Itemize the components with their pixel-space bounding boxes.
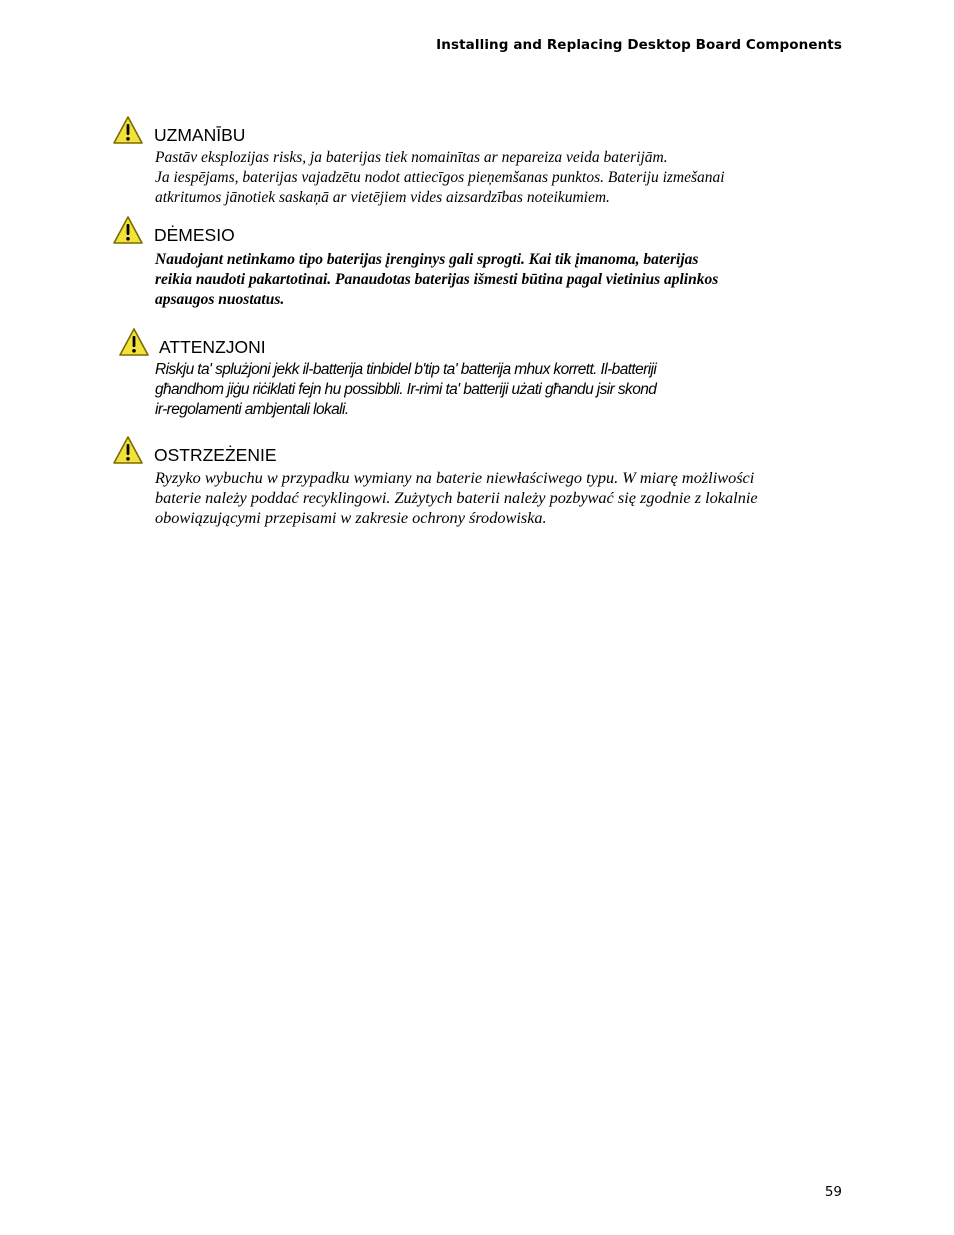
warning-title: OSTRZEŻENIE — [154, 444, 277, 465]
warning-triangle-icon — [112, 115, 144, 145]
page-number: 59 — [824, 1184, 842, 1200]
warning-text-line: obowiązującymi przepisami w zakresie ochrony środowiska. — [155, 508, 547, 527]
warning-maltese — [112, 326, 832, 420]
warning-polish — [112, 434, 832, 528]
warning-lithuanian — [112, 214, 832, 310]
warning-text-line: Ja iespējams, baterijas vajadzētu nodot attiecīgos pieņemšanas punktos. Bateriju izmešanai — [155, 169, 725, 186]
warning-text-line: Pastāv eksplozijas risks, ja baterijas tiek nomainītas ar nepareiza veida baterijām. — [155, 149, 668, 166]
warning-latvian — [112, 114, 832, 208]
warning-title: ATTENZJONI — [159, 336, 266, 357]
warning-heading — [112, 434, 832, 466]
warning-text-line: atkritumos jānotiek saskaņā ar vietējiem vides aizsardzības noteikumiem. — [155, 189, 610, 206]
running-header: Installing and Replacing Desktop Board Components — [436, 37, 842, 53]
warning-text — [155, 148, 832, 208]
warning-text — [155, 250, 832, 310]
warning-text-line: għandhom jiġu riċiklati fejn hu possibbli. Ir-rimi ta' batteriji użati għandu jsir skond — [155, 381, 657, 398]
warning-text-line: Ryzyko wybuchu w przypadku wymiany na baterie niewłaściwego typu. W miarę możliwości — [155, 468, 755, 487]
warning-title: UZMANĪBU — [154, 124, 246, 145]
warning-text-line: Naudojant netinkamo tipo baterijas įrenginys gali sprogti. Kai tik įmanoma, baterijas — [155, 251, 699, 268]
warning-text-line: baterie należy poddać recyklingowi. Zużytych baterii należy pozbywać się zgodnie z lokalnie — [155, 488, 758, 507]
warning-text — [155, 360, 832, 420]
warning-text-line: ir-regolamenti ambjentali lokali. — [155, 401, 349, 418]
warning-heading — [112, 214, 832, 246]
warning-triangle-icon — [112, 215, 144, 245]
warning-text-line: Riskju ta' splużjoni jekk il-batterija tinbidel b'tip ta' batterija mhux korrett. Il-batteriji — [155, 361, 657, 378]
warning-text-line: apsaugos nuostatus. — [155, 291, 285, 308]
warning-heading — [112, 326, 832, 358]
warning-title: DĖMESIO — [154, 224, 235, 245]
warning-text — [155, 468, 832, 528]
warning-heading — [112, 114, 832, 146]
warning-text-line: reikia naudoti pakartotinai. Panaudotas baterijas išmesti būtina pagal vietinius aplinkos — [155, 271, 719, 288]
warning-triangle-icon — [118, 327, 150, 357]
warning-triangle-icon — [112, 435, 144, 465]
